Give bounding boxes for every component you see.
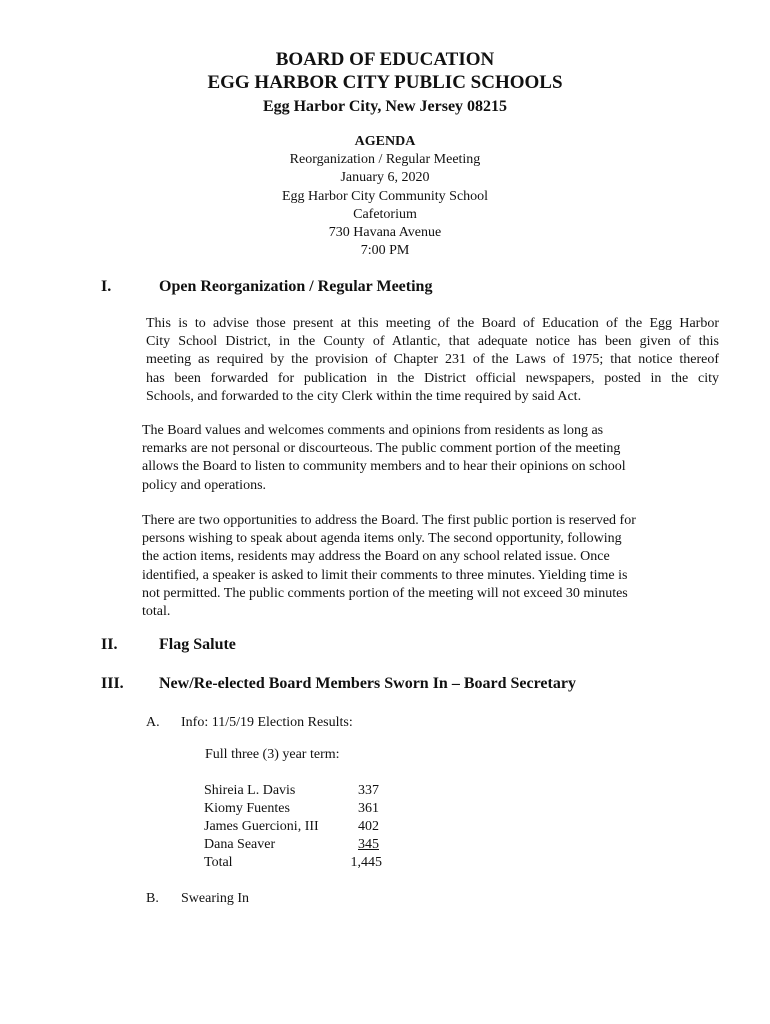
board-title: BOARD OF EDUCATION bbox=[275, 49, 495, 70]
item-letter: A. bbox=[146, 715, 160, 730]
paragraph-line: City School District, in the County of Atlantic, that adequate notice has been given of this bbox=[146, 334, 719, 350]
swearing-in-label: Swearing In bbox=[181, 891, 250, 906]
paragraph-line: has been forwarded for publication in the District official newspapers, posted in the city bbox=[146, 370, 719, 386]
district-location: Egg Harbor City, New Jersey 08215 bbox=[262, 98, 508, 115]
paragraph-line: remarks are not personal or discourteous. The public comment portion of the meeting bbox=[142, 441, 621, 457]
candidate-votes: 337 bbox=[358, 783, 379, 798]
agenda-info bbox=[0, 133, 770, 260]
total-label: Total bbox=[204, 855, 233, 870]
section-title: Open Reorganization / Regular Meeting bbox=[159, 278, 433, 295]
comments-policy-paragraph bbox=[142, 422, 702, 495]
paragraph-line: identified, a speaker is asked to limit their comments to three minutes. Yielding time is bbox=[142, 567, 628, 583]
section-title: New/Re-elected Board Members Sworn In – Board Secretary bbox=[159, 675, 576, 692]
paragraph-line: the action items, residents may address the Board on any school related issue. Once bbox=[142, 549, 610, 565]
paragraph-line: meeting as required by the provision of Chapter 231 of the Laws of 1975; that notice thereof bbox=[146, 352, 719, 368]
candidate-votes: 345 bbox=[358, 837, 379, 852]
section-numeral: III. bbox=[101, 675, 124, 692]
term-label: Full three (3) year term: bbox=[205, 747, 340, 762]
item-letter: B. bbox=[146, 891, 159, 906]
candidate-name: Kiomy Fuentes bbox=[204, 801, 290, 816]
paragraph-line: allows the Board to listen to community members and to hear their opinions on school bbox=[142, 459, 626, 475]
section-numeral: I. bbox=[101, 278, 112, 295]
total-votes: 1,445 bbox=[350, 855, 382, 870]
meeting-address: 730 Havana Avenue bbox=[328, 225, 442, 241]
public-portion-paragraph bbox=[142, 512, 702, 621]
paragraph-line: Schools, and forwarded to the city Clerk within the time required by said Act. bbox=[146, 388, 582, 404]
candidate-name: James Guercioni, III bbox=[204, 819, 319, 834]
section-numeral: II. bbox=[101, 636, 118, 653]
paragraph-line: not permitted. The public comments portion of the meeting will not exceed 30 minutes bbox=[142, 585, 628, 601]
meeting-time: 7:00 PM bbox=[360, 243, 410, 259]
meeting-location: Egg Harbor City Community School bbox=[281, 188, 489, 204]
district-title: EGG HARBOR CITY PUBLIC SCHOOLS bbox=[207, 72, 563, 93]
result-row bbox=[204, 800, 382, 818]
paragraph-line: total. bbox=[142, 604, 171, 620]
paragraph-line: This is to advise those present at this meeting of the Board of Education of the Egg Harbor bbox=[146, 316, 719, 331]
result-row bbox=[204, 836, 382, 854]
election-results-label: Info: 11/5/19 Election Results: bbox=[181, 715, 353, 730]
candidate-votes: 361 bbox=[358, 801, 379, 816]
section-title: Flag Salute bbox=[159, 636, 236, 653]
notice-paragraph bbox=[146, 315, 719, 406]
paragraph-line: policy and operations. bbox=[142, 477, 267, 493]
meeting-room: Cafetorium bbox=[353, 206, 417, 222]
candidate-votes: 402 bbox=[358, 819, 379, 834]
candidate-name: Dana Seaver bbox=[204, 837, 276, 852]
paragraph-line: persons wishing to speak about agenda items only. The second opportunity, following bbox=[142, 531, 622, 547]
candidate-name: Shireia L. Davis bbox=[204, 783, 296, 798]
paragraph-line: There are two opportunities to address the Board. The first public portion is reserved for bbox=[142, 513, 636, 528]
result-row bbox=[204, 818, 382, 836]
total-row bbox=[204, 854, 382, 872]
result-row bbox=[204, 782, 382, 800]
paragraph-line: The Board values and welcomes comments and opinions from residents as long as bbox=[142, 423, 604, 438]
meeting-type: Reorganization / Regular Meeting bbox=[289, 152, 481, 168]
meeting-date: January 6, 2020 bbox=[340, 170, 430, 186]
agenda-heading: AGENDA bbox=[354, 134, 416, 149]
